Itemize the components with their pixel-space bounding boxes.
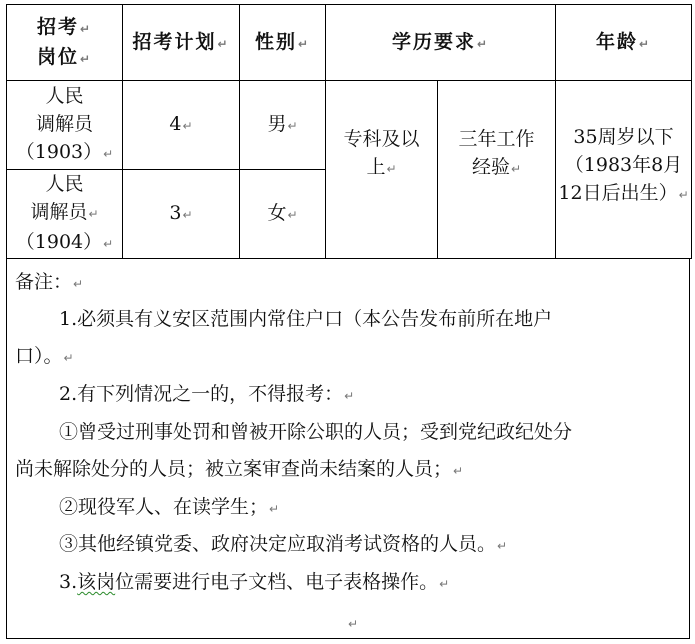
note-item-2-intro: 2.有下列情况之一的，不得报考：↵ xyxy=(59,383,355,405)
note-item-2-sub-1-line-1: ①曾受过刑事处罚和曾被开除公职的人员；受到党纪政纪处分 xyxy=(59,421,573,443)
position-cell: 人民 调解员 （1903）↵ xyxy=(7,81,123,170)
note-item-3: 3.该岗位需要进行电子文档、电子表格操作。↵ xyxy=(59,571,450,593)
note-item-2-sub-2: ②现役军人、在读学生；↵ xyxy=(59,496,280,518)
education-level-cell: 专科及以 上↵ xyxy=(326,81,438,259)
quota-cell: 3↵ xyxy=(123,170,240,259)
notes-title: 备注：↵ xyxy=(15,271,84,293)
notes-section xyxy=(6,258,690,639)
note-item-2-sub-3: ③其他经镇党委、政府决定应取消考试资格的人员。↵ xyxy=(59,533,508,555)
spellcheck-underline: 该岗 xyxy=(77,571,116,593)
recruitment-table xyxy=(6,4,692,259)
header-row xyxy=(7,5,692,81)
experience-cell: 三年工作 经验↵ xyxy=(438,81,556,259)
note-item-1-line-2: 口）。↵ xyxy=(15,345,74,367)
quota-cell: 4↵ xyxy=(123,81,240,170)
position-cell: 人民 调解员↵ （1904）↵ xyxy=(7,170,123,259)
gender-cell: 男↵ xyxy=(240,81,326,170)
note-item-2-sub-1-line-2: 尚未解除处分的人员；被立案审查尚未结案的人员；↵ xyxy=(15,458,464,480)
age-cell: 35周岁以下 （1983年8月 12日后出生）↵ xyxy=(556,81,692,259)
header-age: 年龄↵ xyxy=(556,5,692,81)
empty-paragraph-mark: ↵ xyxy=(348,617,359,631)
note-item-1-line-1: 1.必须具有义安区范围内常住户口（本公告发布前所在地户 xyxy=(59,308,553,330)
header-education: 学历要求↵ xyxy=(326,5,556,81)
header-position: 招考↵ 岗位↵ xyxy=(7,5,123,81)
header-gender: 性别↵ xyxy=(240,5,326,81)
header-quota: 招考计划↵ xyxy=(123,5,240,81)
table-row xyxy=(7,81,692,170)
gender-cell: 女↵ xyxy=(240,170,326,259)
